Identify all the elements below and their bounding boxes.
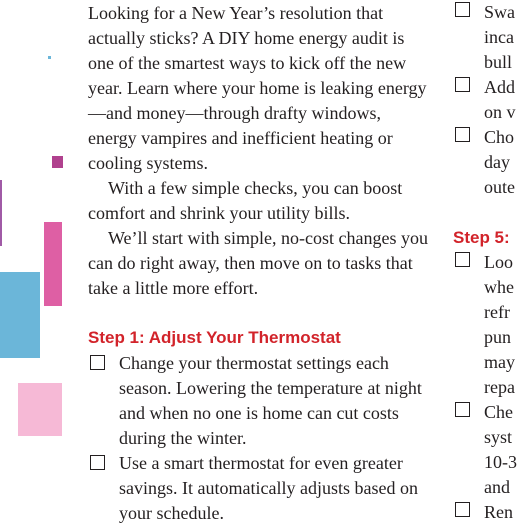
intro-paragraph-1: Looking for a New Year’s resolution that actually sticks? A DIY home energy audit is one of the smartest ways to kick off the new year. Learn where your home is leaking energy—and money—through drafty windows, energy vampires and inefficient heating or cooling systems.: [88, 3, 427, 173]
checklist-item-text: Change your thermostat settings each season. Lowering the temperature at night and when no one is home can cut costs during the winter.: [119, 353, 422, 448]
checkbox[interactable]: [455, 77, 470, 92]
item-text-line: Che: [484, 402, 513, 422]
item-text-line: inca: [484, 27, 514, 47]
intro-paragraph-2: With a few simple checks, you can boost comfort and shrink your utility bills.: [88, 178, 403, 223]
checkbox[interactable]: [455, 402, 470, 417]
checklist-item-text: Use a smart thermostat for even greater savings. It automatically adjusts based on your schedule.: [119, 453, 418, 523]
checkbox[interactable]: [455, 127, 470, 142]
checkbox[interactable]: [90, 355, 105, 370]
decorative-square-blue: [0, 272, 40, 358]
item-text-line: Add: [484, 77, 515, 97]
item-text-line: and: [484, 477, 510, 497]
item-text-line: refr: [484, 302, 510, 322]
item-text-line: bull: [484, 52, 513, 72]
decorative-square-magenta: [52, 156, 63, 168]
item-text-line: 10-3: [484, 452, 517, 472]
intro-paragraph-3: We’ll start with simple, no-cost changes you can do right away, then move on to tasks that take a little more effort.: [88, 228, 428, 298]
item-text-line: oute: [484, 177, 515, 197]
decorative-dot-blue: [48, 56, 51, 59]
item-text-line: repa: [484, 377, 515, 397]
item-text-line: Ren: [484, 502, 513, 522]
item-text-line: day: [484, 152, 510, 172]
decorative-square-light-pink: [18, 383, 62, 436]
item-text-line: syst: [484, 427, 513, 447]
item-text-line: may: [484, 352, 515, 372]
decorative-bar-purple: [0, 180, 2, 246]
item-text-line: pun: [484, 327, 511, 347]
item-text-line: Loo: [484, 252, 513, 272]
step-5-heading: Step 5:: [453, 228, 510, 247]
step-1-heading: Step 1: Adjust Your Thermostat: [88, 328, 341, 347]
item-text-line: whe: [484, 277, 514, 297]
item-text-line: Swa: [484, 2, 515, 22]
checkbox[interactable]: [455, 502, 470, 517]
checkbox[interactable]: [455, 252, 470, 267]
checkbox[interactable]: [455, 2, 470, 17]
item-text-line: on v: [484, 102, 516, 122]
item-text-line: Cho: [484, 127, 515, 147]
decorative-bar-pink: [44, 222, 62, 306]
checkbox[interactable]: [90, 455, 105, 470]
